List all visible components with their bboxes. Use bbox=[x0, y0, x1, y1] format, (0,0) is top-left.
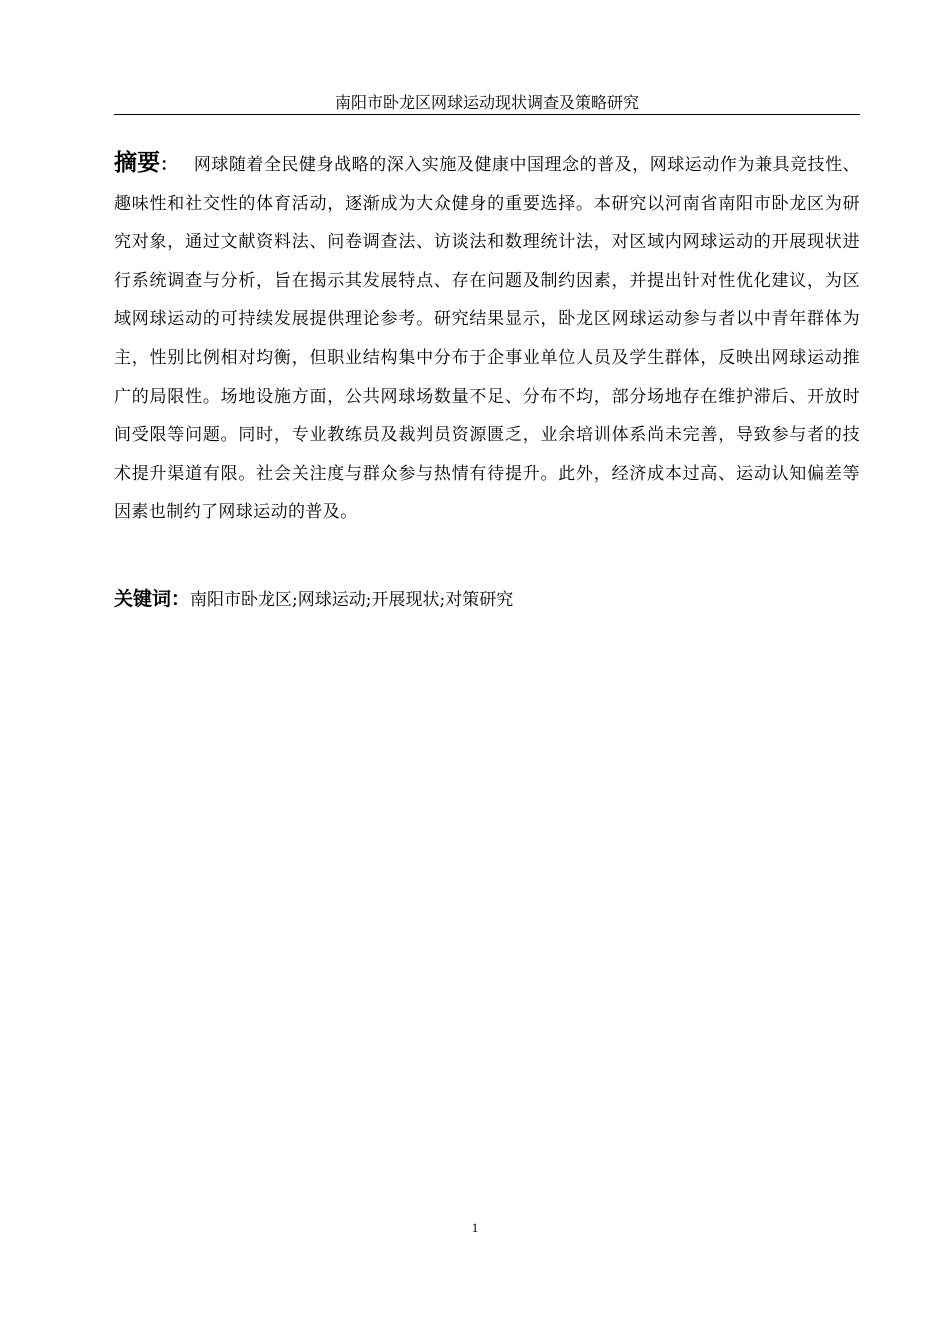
abstract-body: 网球随着全民健身战略的深入实施及健康中国理念的普及，网球运动作为兼具竞技性、趣味性和社交性的体育活动，逐渐成为大众健身的重要选择。本研究以河南省南阳市卧龙区为研究对象，通过文献资料法、问卷调查法、访谈法和数理统计法，对区域内网球运动的开展现状进行系统调查与分析，旨在揭示其发展特点、存在问题及制约因素，并提出针对性优化建议，为区域网球运动的可持续发展提供理论参考。研究结果显示，卧龙区网球运动参与者以中青年群体为主，性别比例相对均衡，但职业结构集中分布于企事业单位人员及学生群体，反映出网球运动推广的局限性。场地设施方面，公共网球场数量不足、分布不均，部分场地存在维护滞后、开放时间受限等问题。同时，专业教练员及裁判员资源匮乏，业余培训体系尚未完善，导致参与者的技术提升渠道有限。社会关注度与群众参与热情有待提升。此外，经济成本过高、运动认知偏差等因素也制约了网球运动的普及。 bbox=[114, 155, 861, 523]
abstract-label: 摘要 bbox=[114, 150, 161, 176]
page-number: 1 bbox=[471, 1220, 479, 1235]
keywords-line bbox=[114, 584, 860, 615]
keywords-label: 关键词： bbox=[114, 588, 191, 610]
running-header-title: 南阳市卧龙区网球运动现状调查及策略研究 bbox=[334, 93, 639, 112]
abstract-paragraph bbox=[114, 144, 860, 532]
keywords-list: 南阳市卧龙区;网球运动;开展现状;对策研究 bbox=[190, 590, 514, 610]
header-rule bbox=[114, 114, 860, 115]
abstract-colon: ： bbox=[160, 155, 178, 175]
